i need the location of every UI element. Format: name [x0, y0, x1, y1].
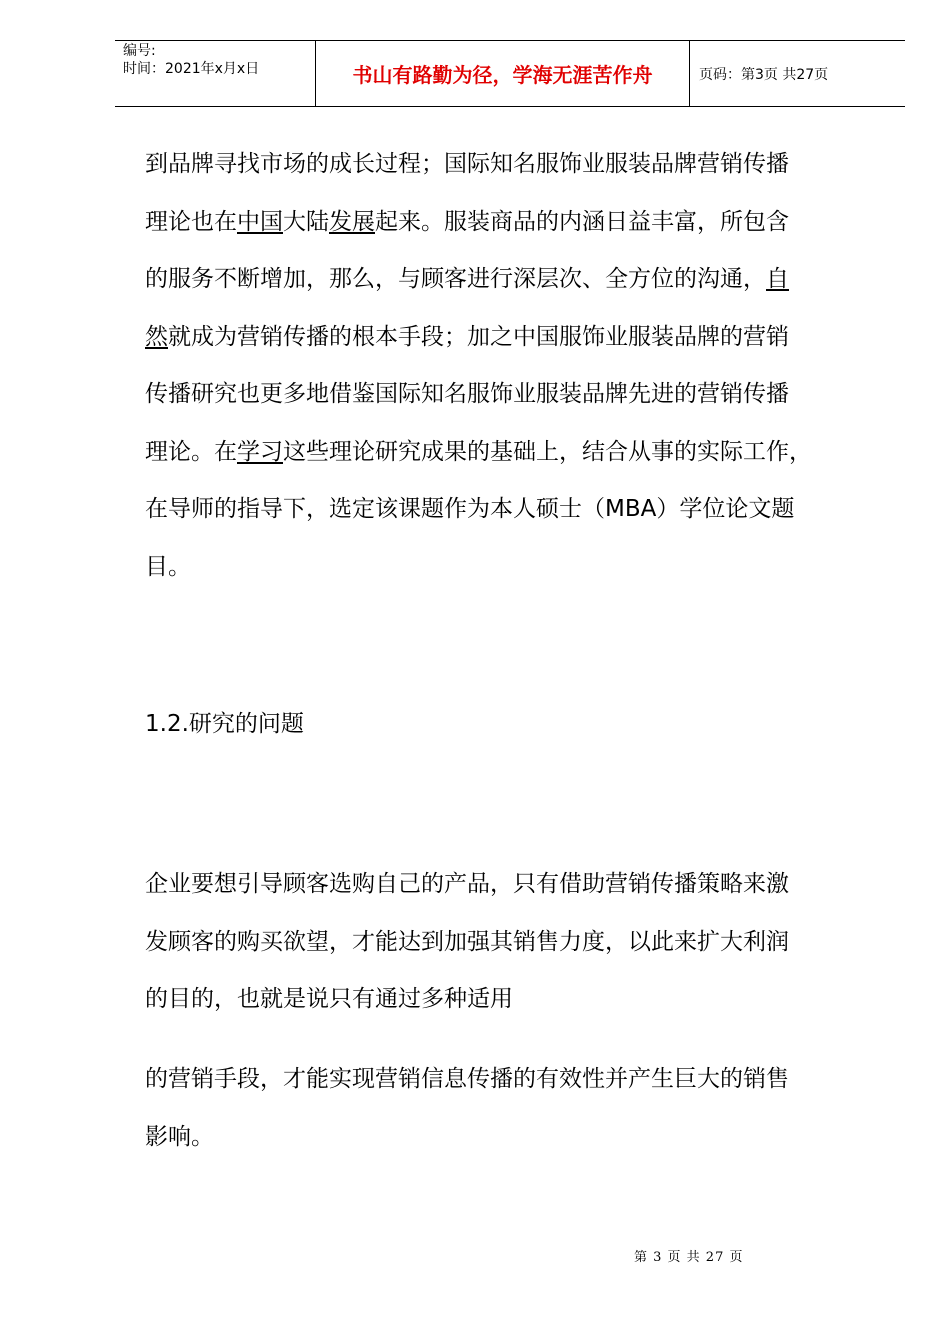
paragraph-line: [145, 481, 865, 539]
header-meta: [115, 41, 315, 106]
text: 这些理论研究成果的基础上，结合从事的实际工作，: [283, 438, 812, 465]
link-natural-part2[interactable]: 然: [145, 323, 168, 350]
paragraph-line: 影响。: [145, 1123, 214, 1150]
section-heading: 1.2.研究的问题: [145, 711, 304, 737]
paragraph-line: 的营销手段，才能实现营销信息传播的有效性并产生巨大的销售: [145, 1066, 789, 1092]
paragraph-line: 发顾客的购买欲望，才能达到加强其销售力度，以此来扩大利润: [145, 928, 789, 955]
link-natural-part1[interactable]: 自: [766, 266, 789, 292]
text: 在导师的指导下，选定该课题作为本人硕士（MBA）学位论文题: [145, 496, 795, 522]
body-paragraph-2: [145, 856, 865, 1029]
motto-text: 书山有路勤为径，学海无涯苦作舟: [352, 63, 653, 87]
document-time-label: 时间：2021年x月x日: [123, 61, 260, 77]
text: 传播研究也更多地借鉴国际知名服饰业服装品牌先进的营销传播: [145, 381, 789, 407]
page-info-text: 页码：第3页 共27页: [699, 66, 829, 83]
text: 的服务不断增加，那么，与顾客进行深层次、全方位的沟通，: [145, 266, 766, 292]
paragraph-line: [145, 194, 865, 252]
paragraph-line: 企业要想引导顾客选购自己的产品，只有借助营销传播策略来激: [145, 871, 789, 897]
page-header: [115, 40, 905, 107]
text: 目。: [145, 553, 191, 580]
paragraph-line: [145, 366, 865, 424]
document-number-label: 编号:: [123, 43, 156, 59]
text: 理论也在: [145, 208, 237, 235]
paragraph-line: [145, 539, 865, 597]
body-paragraph-1: [145, 136, 865, 596]
text: 大陆: [283, 208, 329, 235]
text: 理论。在: [145, 438, 237, 465]
paragraph-line: [145, 136, 865, 194]
paragraph-line: [145, 309, 865, 367]
header-motto: [315, 41, 690, 106]
paragraph-line: 的目的，也就是说只有通过多种适用: [145, 986, 513, 1012]
header-page-info: [690, 41, 905, 106]
body-paragraph-3: [145, 1051, 865, 1166]
link-study[interactable]: 学习: [237, 438, 283, 465]
paragraph-line: [145, 424, 865, 482]
paragraph-line: [145, 251, 865, 309]
link-china[interactable]: 中国: [237, 208, 283, 235]
text: 就成为营销传播的根本手段；加之中国服饰业服装品牌的营销: [168, 323, 789, 350]
text: 到品牌寻找市场的成长过程；国际知名服饰业服装品牌营销传播: [145, 151, 789, 177]
text: 起来。服装商品的内涵日益丰富，所包含: [375, 208, 789, 235]
page-footer: 第 3 页 共 27 页: [634, 1250, 744, 1265]
link-development[interactable]: 发展: [329, 208, 375, 235]
